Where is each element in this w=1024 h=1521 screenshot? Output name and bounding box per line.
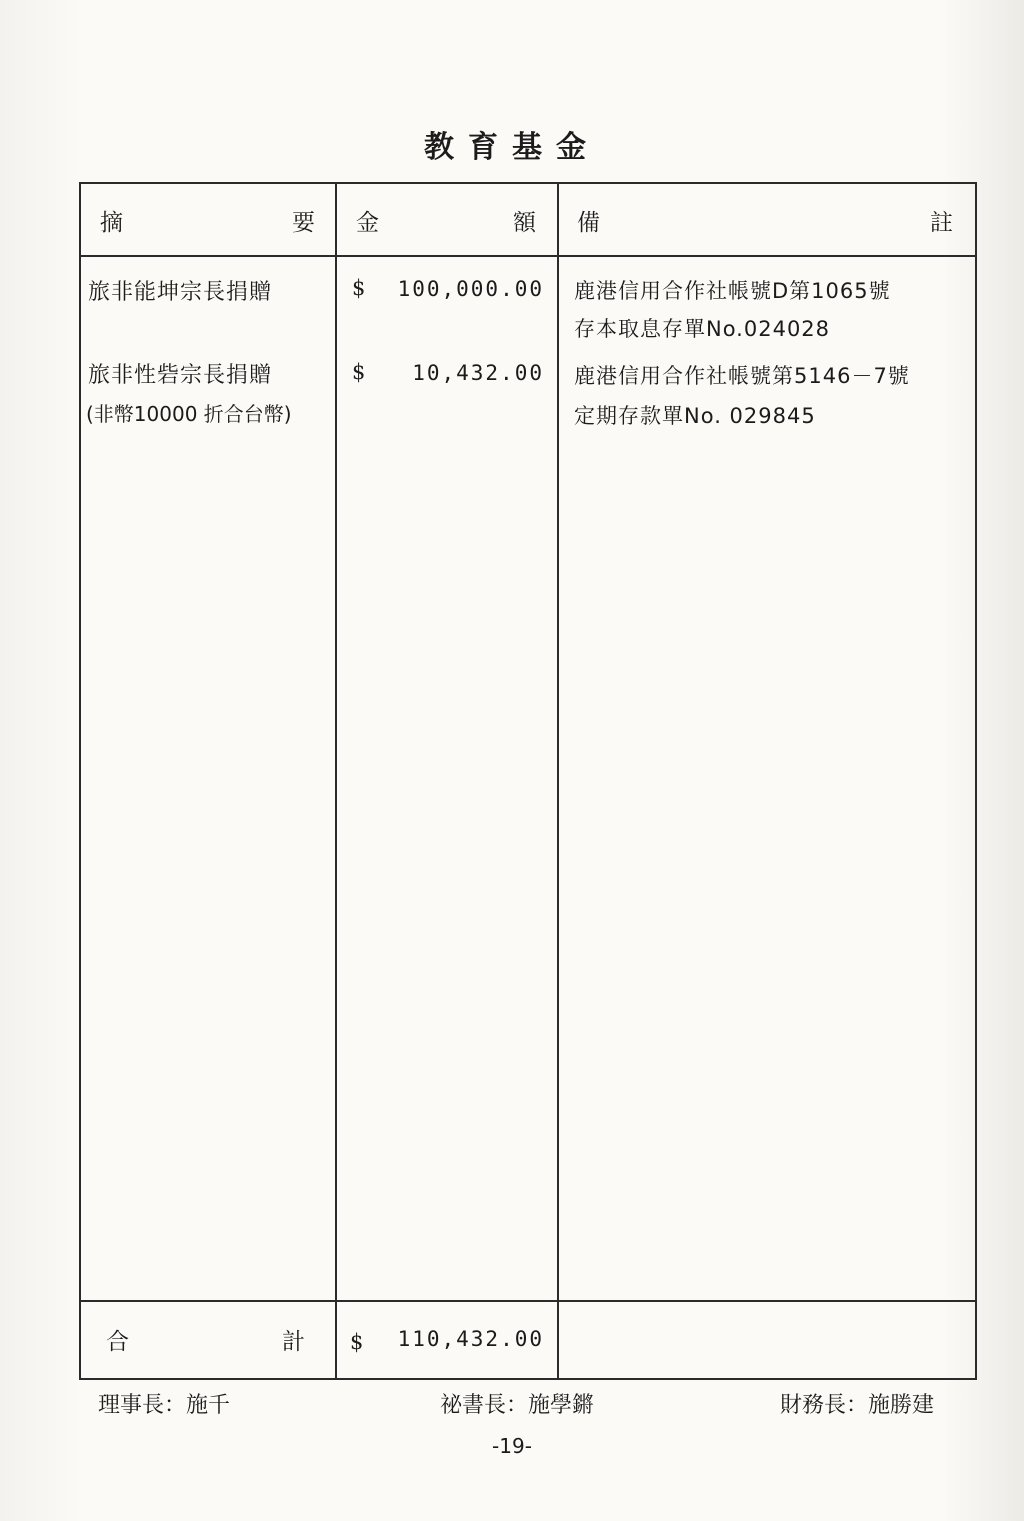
- row-1-summary: 旅非能坤宗長捐贈: [88, 280, 273, 305]
- column-divider-2: [557, 182, 559, 1380]
- total-label-left: 合: [106, 1329, 129, 1355]
- total-label-right: 計: [282, 1329, 305, 1355]
- row-1-currency: $: [352, 276, 366, 300]
- column-divider-1: [335, 182, 337, 1380]
- row-2-remarks-line-1: 鹿港信用合作社帳號第5146－7號: [574, 364, 910, 388]
- header-summary-right: 要: [292, 210, 315, 236]
- row-1-remarks-line-2: 存本取息存單No.024028: [574, 317, 831, 341]
- header-amount-left: 金: [356, 210, 379, 236]
- header-remarks-right: 註: [930, 210, 953, 236]
- signature-treasurer: 財務長：施勝建: [780, 1393, 935, 1418]
- row-1-remarks-line-1: 鹿港信用合作社帳號D第1065號: [574, 279, 891, 303]
- signature-chairman: 理事長：施千: [98, 1393, 231, 1418]
- header-divider: [79, 255, 977, 257]
- row-2-summary-line-1: 旅非性砦宗長捐贈: [88, 363, 273, 388]
- header-summary-left: 摘: [100, 210, 123, 236]
- row-2-currency: $: [352, 360, 366, 384]
- row-2-summary-line-2: (非幣10000 折合台幣): [86, 402, 292, 426]
- header-amount-right: 額: [513, 210, 536, 236]
- page-number: -19-: [492, 1434, 532, 1458]
- total-amount: 110,432.00: [397, 1327, 544, 1351]
- total-divider: [79, 1300, 977, 1302]
- total-currency: $: [350, 1330, 364, 1354]
- header-remarks-left: 備: [577, 210, 600, 236]
- row-2-amount: 10,432.00: [412, 361, 544, 385]
- row-1-amount: 100,000.00: [397, 277, 544, 301]
- document-title: 教育基金: [424, 130, 600, 165]
- row-2-remarks-line-2: 定期存款單No. 029845: [574, 404, 816, 428]
- signature-secretary: 祕書長：施學鏘: [440, 1393, 595, 1418]
